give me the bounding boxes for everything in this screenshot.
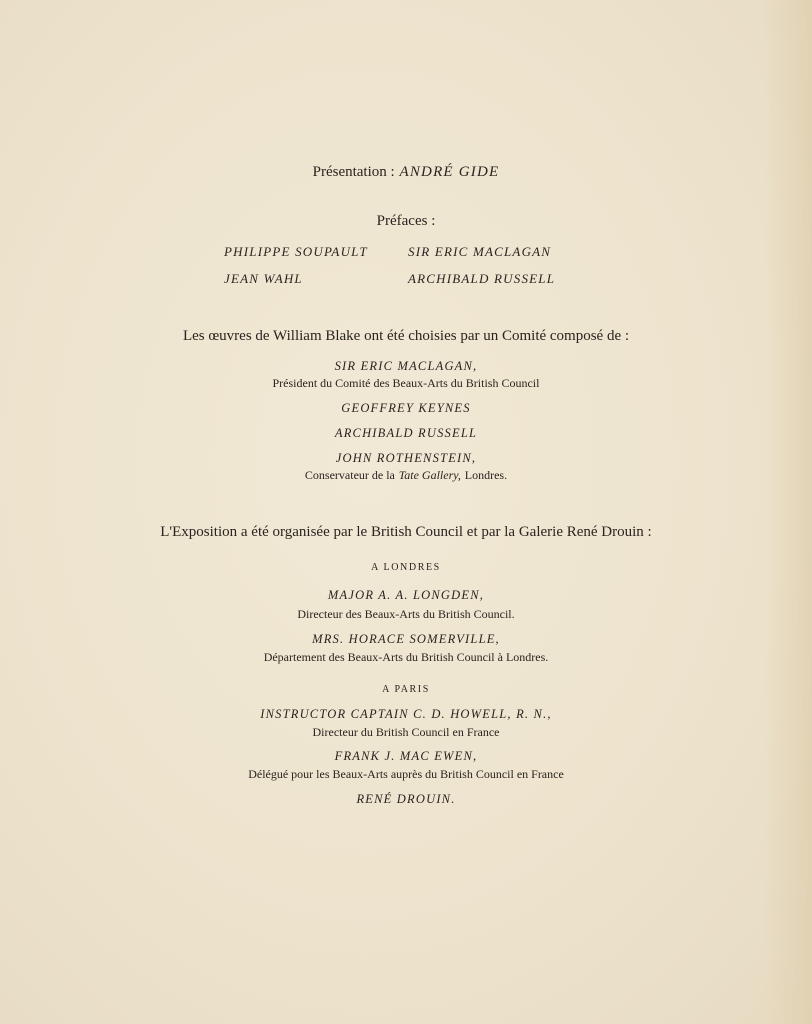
presentation-name: ANDRÉ GIDE xyxy=(399,164,500,180)
organisation-heading: L'Exposition a été organisée par le British Council et par la Galerie René Drouin : xyxy=(160,524,652,540)
preface-name: JEAN WAHL xyxy=(224,271,303,286)
role-text: Londres. xyxy=(464,468,508,482)
organiser-name: INSTRUCTOR CAPTAIN C. D. HOWELL, R. N., xyxy=(260,707,552,721)
committee-heading: Les œuvres de William Blake ont été choisies par un Comité composé de : xyxy=(182,328,630,344)
organiser-name: FRANK J. MAC EWEN, xyxy=(334,749,478,763)
committee-member-role xyxy=(0,468,812,483)
committee-member-name: JOHN ROTHENSTEIN, xyxy=(335,451,477,465)
london-label: A LONDRES xyxy=(371,562,441,573)
committee-member-role: Président du Comité des Beaux-Arts du British Council xyxy=(272,376,540,390)
paper-edge xyxy=(764,0,812,1024)
prefaces-heading: Préfaces : xyxy=(376,213,436,229)
committee-member-name: ARCHIBALD RUSSELL xyxy=(334,426,478,440)
organiser-role: Département des Beaux-Arts du British Council à Londres. xyxy=(263,650,549,664)
organiser-role: Directeur des Beaux-Arts du British Council. xyxy=(297,607,515,621)
committee-member-name: SIR ERIC MACLAGAN, xyxy=(334,359,478,373)
organiser-name: MRS. HORACE SOMERVILLE, xyxy=(312,632,500,646)
presentation-label: Présentation : xyxy=(312,164,395,180)
organiser-name: RENÉ DROUIN. xyxy=(356,792,456,806)
preface-name: SIR ERIC MACLAGAN xyxy=(408,244,552,259)
role-gallery: Tate Gallery, xyxy=(398,468,461,482)
paris-label: A PARIS xyxy=(382,684,430,695)
organiser-name: MAJOR A. A. LONGDEN, xyxy=(327,588,485,602)
role-text: Conservateur de la xyxy=(304,468,395,482)
preface-name: ARCHIBALD RUSSELL xyxy=(408,271,556,286)
presentation-line xyxy=(0,162,812,181)
preface-name: PHILIPPE SOUPAULT xyxy=(224,244,368,259)
organiser-role: Délégué pour les Beaux-Arts auprès du British Council en France xyxy=(248,767,564,781)
organiser-role: Directeur du British Council en France xyxy=(312,725,500,739)
committee-member-name: GEOFFREY KEYNES xyxy=(341,401,471,415)
